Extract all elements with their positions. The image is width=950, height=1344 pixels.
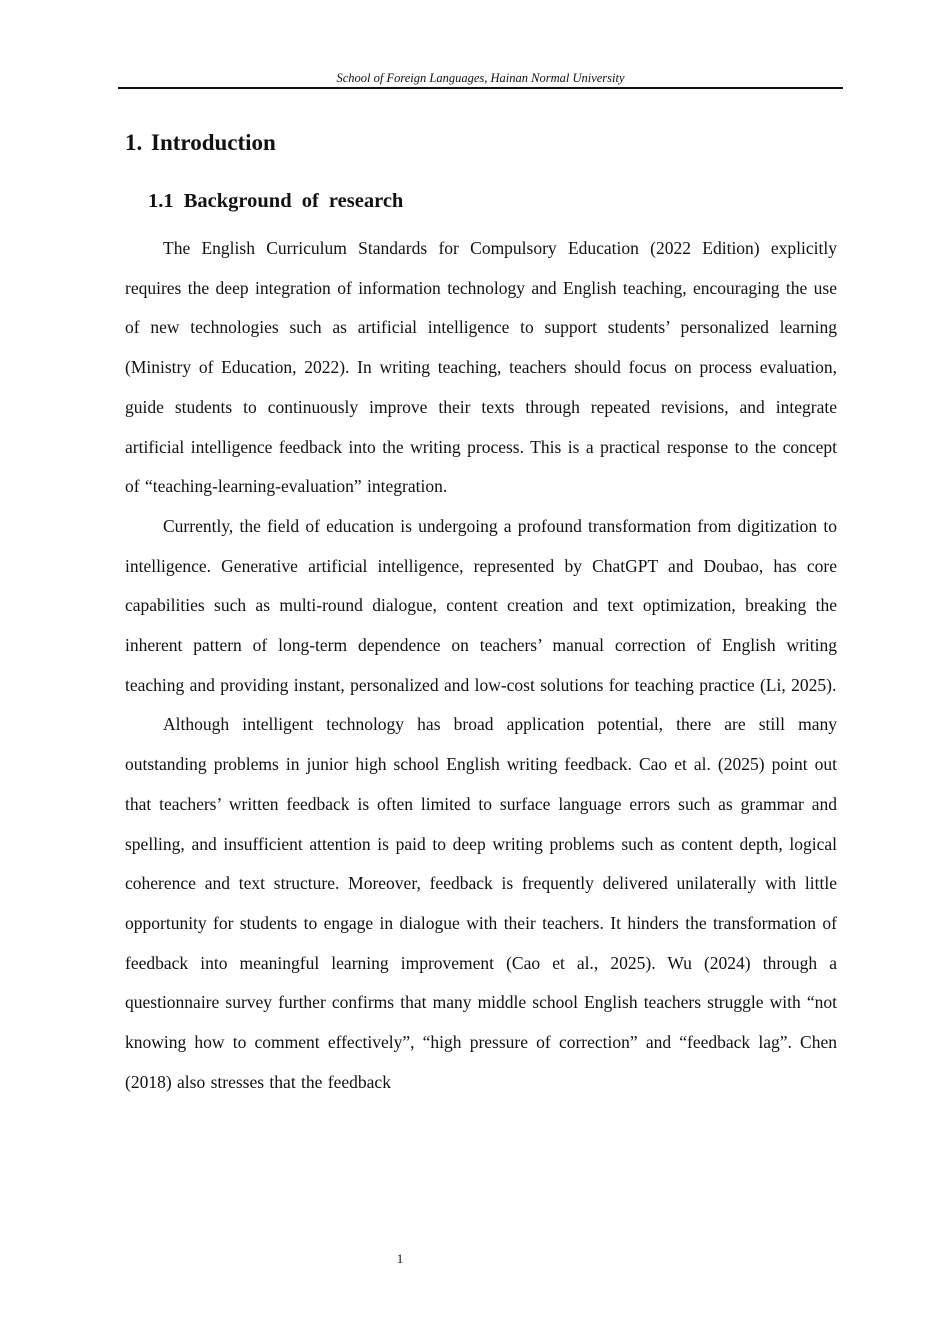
running-header: School of Foreign Languages, Hainan Normal University (118, 69, 843, 89)
subsection-heading: 1.1 Background of research (148, 190, 404, 212)
paragraph-generative-ai: Currently, the field of education is undergoing a profound transformation from digitization to intelligence. Generative artificial intelligence, represented by ChatGPT and Doubao, has core capabilities such as multi-round dialogue, content creation and text optimization, breaking the inherent pattern of long-term dependence on teachers’ manual correction of English writing teaching and providing instant, personalized and low-cost solutions for teaching practice (Li, 2025). (125, 515, 837, 695)
paragraph-curriculum-standards: The English Curriculum Standards for Compulsory Education (2022 Edition) explicitly requires the deep integration of information technology and English teaching, encouraging the use of new technologies such as artificial intelligence to support students’ personalized learning (Ministry of Education, 2022). In writing teaching, teachers should focus on process evaluation, guide students to continuously improve their texts through repeated revisions, and integrate artificial intelligence feedback into the writing process. This is a practical response to the concept of “teaching-learning-evaluation” integration. (125, 238, 837, 497)
paragraph-feedback-problems: Although intelligent technology has broad application potential, there are still many outstanding problems in junior high school English writing feedback. Cao et al. (2025) point out that teachers’ written feedback is often limited to surface language errors such as grammar and spelling, and insufficient attention is paid to deep writing problems such as content depth, logical coherence and text structure. Moreover, feedback is frequently delivered unilaterally with little opportunity for students to engage in dialogue with their teachers. It hinders the transformation of feedback into meaningful learning improvement (Cao et al., 2025). Wu (2024) through a questionnaire survey further confirms that many middle school English teachers struggle with “not knowing how to comment effectively”, “high pressure of correction” and “feedback lag”. Chen (2018) also stresses that the feedback (125, 714, 837, 1092)
body-text (125, 229, 837, 1102)
section-heading: 1. Introduction (125, 130, 276, 155)
page-number: 1 (396, 1251, 404, 1266)
